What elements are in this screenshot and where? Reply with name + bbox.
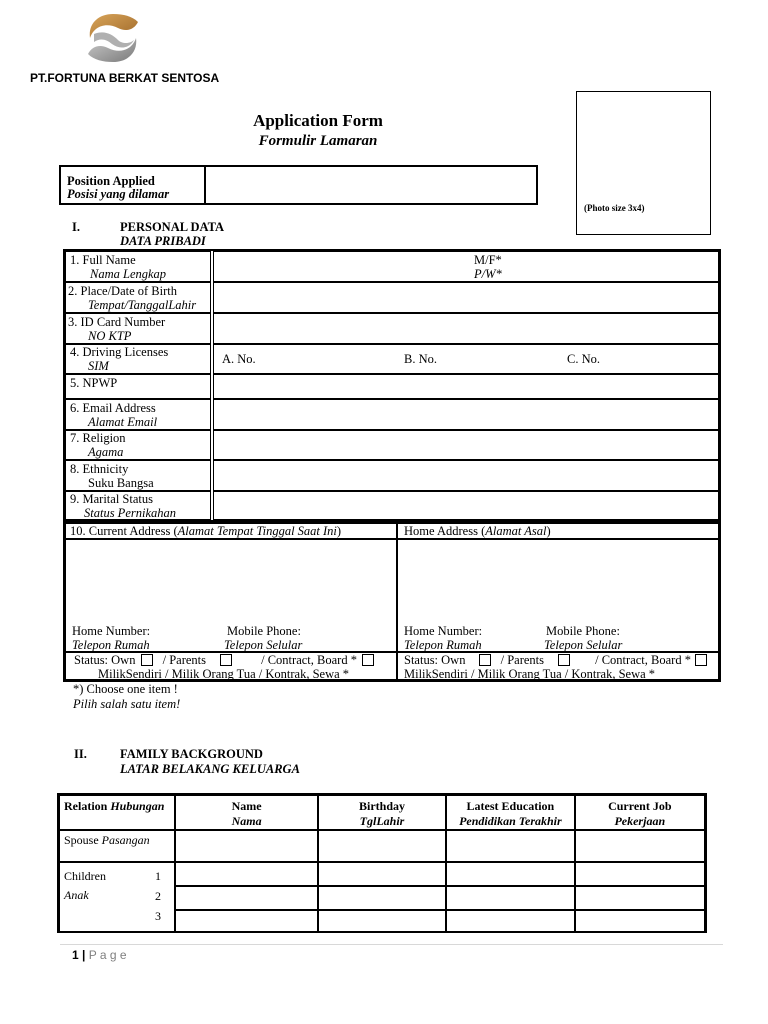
license-a-label: A. No. [222,352,256,366]
current-mobile-label: Mobile Phone: [227,624,301,638]
home-contract-checkbox[interactable] [695,654,707,666]
section1-title: PERSONAL DATA [120,220,225,234]
id-card-label-cell [65,313,211,344]
header-birthday-en: Birthday [358,799,405,813]
family-table [59,795,705,932]
full-name-label-id: Nama Lengkap [90,267,167,281]
current-status-cell [65,652,397,680]
header-job-id: Pekerjaan [614,814,666,828]
page-word: P a g e [88,948,127,962]
marital-label-cell [65,491,211,520]
child1-job-input[interactable] [575,862,705,886]
spouse-name-input[interactable] [175,830,317,862]
form-subtitle: Formulir Lamaran [258,133,378,149]
page-separator: | [82,948,86,962]
id-card-input[interactable] [213,313,719,344]
table-row [59,830,705,862]
page-number: 1 [72,948,79,962]
email-input[interactable] [213,399,719,430]
current-address-suffix: ) [336,524,342,538]
home-address-prefix: Home Address ( [404,524,486,538]
current-status-label-id: MilikSendiri / Milik Orang Tua / Kontrak, Sewa * [98,667,350,681]
driving-input[interactable] [213,344,719,374]
full-name-input[interactable] [213,251,719,282]
birth-label-cell [65,282,211,313]
company-logo [86,12,140,64]
section1-title-id: DATA PRIBADI [120,234,206,248]
form-title: Application Form [253,111,383,130]
choose-note: *) Choose one item ! [73,682,178,696]
npwp-label: 5. NPWP [70,376,118,390]
current-own-checkbox[interactable] [141,654,153,666]
children-label: Children [64,869,106,883]
gender-label: M/F* [474,253,502,267]
section2-number: II. [74,747,87,761]
home-address-label [404,524,551,538]
position-input[interactable] [204,165,538,205]
header-birthday-id: TglLahir [359,814,405,828]
home-address-header [397,523,719,539]
religion-label-id: Agama [88,445,124,459]
header-education [446,795,574,830]
header-education-id: Pendidikan Terakhir [459,814,562,828]
full-name-label-cell [65,251,211,282]
home-status-label-id: MilikSendiri / Milik Orang Tua / Kontrak, Sewa * [404,667,656,681]
ethnicity-input[interactable] [213,460,719,491]
driving-label: 4. Driving Licenses [70,345,169,359]
child1-education-input[interactable] [446,862,574,886]
ethnicity-label-cell [65,460,211,491]
current-home-number-label: Home Number: [72,624,151,638]
npwp-input[interactable] [213,374,719,399]
driving-label-id: SIM [88,359,109,373]
header-name-id: Nama [231,814,262,828]
home-mobile-label: Mobile Phone: [546,624,620,638]
child1-name-input[interactable] [175,862,317,886]
home-address-label-id: Alamat Asal [485,524,547,538]
current-status-own-label: Status: Own [74,653,136,667]
choose-note-id: Pilih salah satu item! [73,697,181,711]
header-education-en: Latest Education [466,799,555,813]
section1-number: I. [72,220,80,234]
ethnicity-label: 8. Ethnicity [70,462,129,476]
marital-label-id: Status Pernikahan [84,506,177,520]
family-header-row [59,795,705,830]
current-address-input[interactable] [65,539,397,652]
spouse-education-input[interactable] [446,830,574,862]
header-name-en: Name [231,799,262,813]
child3-job-input[interactable] [575,910,705,932]
header-relation-en: Relation [64,799,108,813]
position-label-cell [59,165,205,205]
npwp-label-cell [65,374,211,399]
home-home-number-label-id: Telepon Rumah [404,638,482,652]
child3-name-input[interactable] [175,910,317,932]
home-status-options [404,653,713,667]
current-address-header [65,523,397,539]
children-label-id: Anak [64,888,89,902]
gender-label-id: P/W* [474,267,502,281]
child-number-2: 2 [155,889,161,903]
home-address-input[interactable] [397,539,719,652]
religion-input[interactable] [213,430,719,460]
footer-divider [60,944,723,945]
child2-education-input[interactable] [446,886,574,910]
page-footer [72,948,127,962]
spouse-job-input[interactable] [575,830,705,862]
header-birthday [318,795,446,830]
id-card-label: 3. ID Card Number [68,315,166,329]
license-c-label: C. No. [567,352,600,366]
birth-input[interactable] [213,282,719,313]
license-b-label: B. No. [404,352,437,366]
photo-box[interactable] [576,91,711,235]
current-status-contract-label: / Contract, Board * [261,653,357,667]
email-label-id: Alamat Email [88,415,158,429]
section2-title: FAMILY BACKGROUND [120,747,263,761]
spouse-relation-cell [59,830,175,862]
swirl-logo-icon [86,12,140,64]
birth-label-id: Tempat/TanggalLahir [88,298,197,312]
spouse-birthday-input[interactable] [318,830,446,862]
child3-birthday-input[interactable] [318,910,446,932]
photo-size-label: (Photo size 3x4) [584,203,645,213]
company-name: PT.FORTUNA BERKAT SENTOSA [30,71,220,85]
email-label: 6. Email Address [70,401,156,415]
religion-label-cell [65,430,211,460]
child2-birthday-input[interactable] [318,886,446,910]
full-name-label: 1. Full Name [70,253,136,267]
header-relation-id: Hubungan [110,799,165,813]
current-address-label-id: Alamat Tempat Tinggal Saat Ini [177,524,337,538]
table-row [59,862,705,886]
home-parents-checkbox[interactable] [558,654,570,666]
current-parents-checkbox[interactable] [220,654,232,666]
home-status-contract-label: / Contract, Board * [595,653,691,667]
home-status-cell [397,652,719,680]
ethnicity-label-id: Suku Bangsa [88,476,154,490]
current-status-options [74,653,380,667]
current-contract-checkbox[interactable] [362,654,374,666]
child3-education-input[interactable] [446,910,574,932]
current-address-prefix: 10. Current Address ( [70,524,178,538]
home-mobile-label-id: Telepon Selular [544,638,623,652]
child2-name-input[interactable] [175,886,317,910]
child-number-1: 1 [155,869,161,883]
marital-input[interactable] [213,491,719,520]
header-job-en: Current Job [608,799,672,813]
home-own-checkbox[interactable] [479,654,491,666]
marital-label: 9. Marital Status [70,492,153,506]
spouse-label: Spouse [64,833,99,847]
position-label-id: Posisi yang dilamar [67,187,170,201]
id-card-label-id: NO KTP [88,329,132,343]
home-status-own-label: Status: Own [404,653,466,667]
current-home-number-label-id: Telepon Rumah [72,638,150,652]
section2-title-id: LATAR BELAKANG KELUARGA [120,762,300,776]
spouse-label-id: Pasangan [101,833,150,847]
current-address-label [70,524,341,538]
home-address-suffix: ) [546,524,551,538]
children-relation-cell [59,862,175,932]
driving-label-cell [65,344,211,374]
header-job [575,795,705,830]
home-home-number-label: Home Number: [404,624,483,638]
header-relation [59,795,175,830]
child-number-3: 3 [155,909,161,923]
religion-label: 7. Religion [70,431,126,445]
birth-label: 2. Place/Date of Birth [68,284,177,298]
home-status-parents-label: / Parents [500,653,544,667]
current-mobile-label-id: Telepon Selular [224,638,303,652]
child1-birthday-input[interactable] [318,862,446,886]
header-name [175,795,317,830]
email-label-cell [65,399,211,430]
child2-job-input[interactable] [575,886,705,910]
position-label: Position Applied [67,174,155,188]
current-status-parents-label: / Parents [162,653,206,667]
